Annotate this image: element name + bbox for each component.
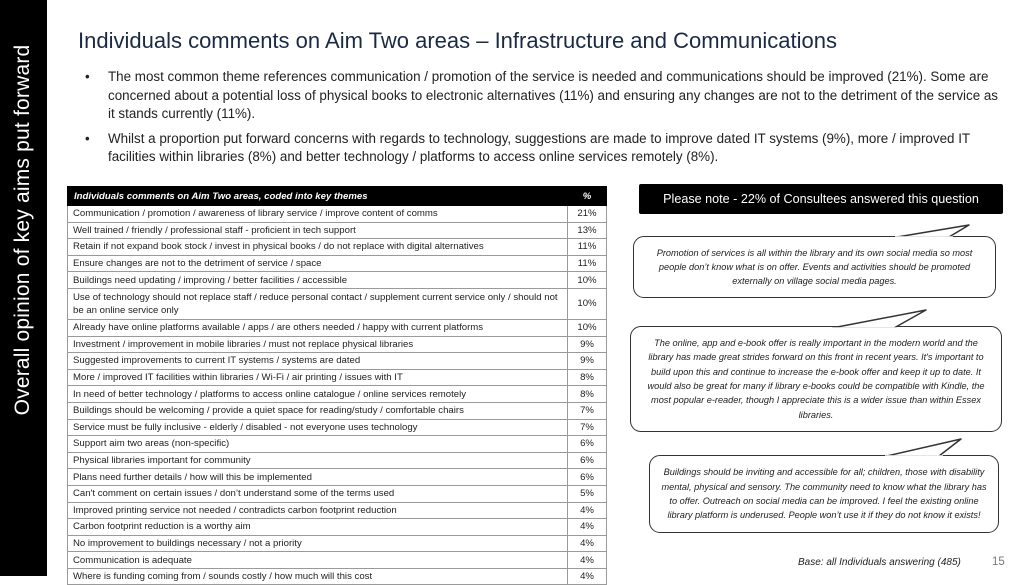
pct-cell: 4% [568,519,607,536]
quote-text: Promotion of services is all within the library and its own social media so most people don’t know what is on offer. Events and activities should be promoted externally on village social media pages. [656,247,973,287]
page-title: Individuals comments on Aim Two areas – Infrastructure and Communications [78,28,837,53]
theme-cell: Communication is adequate [68,552,568,569]
pct-cell: 11% [568,255,607,272]
table-row [68,336,607,353]
table-row [68,386,607,403]
speech-tail [830,309,930,333]
pct-cell: 4% [568,502,607,519]
page-number: 15 [992,556,1005,568]
pct-cell: 10% [568,288,607,319]
table-row [68,502,607,519]
theme-cell: Communication / promotion / awareness of library service / improve content of comms [68,206,568,223]
table-row [68,272,607,289]
theme-cell: Ensure changes are not to the detriment of service / space [68,255,568,272]
pct-cell: 9% [568,353,607,370]
pct-cell: 4% [568,568,607,585]
table-row [68,255,607,272]
theme-cell: Use of technology should not replace staff / reduce personal contact / supplement current service only / should not be an online service only [68,288,568,319]
bullet-item [83,130,998,167]
pct-cell: 4% [568,552,607,569]
theme-cell: Investment / improvement in mobile libraries / must not replace physical libraries [68,336,568,353]
sidebar-band [0,0,47,576]
theme-cell: Already have online platforms available / apps / are others needed / happy with current platforms [68,319,568,336]
pct-cell: 7% [568,402,607,419]
theme-cell: Buildings need updating / improving / better facilities / accessible [68,272,568,289]
pct-cell: 9% [568,336,607,353]
table-row [68,519,607,536]
summary-bullets [83,68,998,173]
bullet-glyph: • [85,130,90,146]
theme-cell: Plans need further details / how will this be implemented [68,469,568,486]
table-row [68,353,607,370]
table-row [68,206,607,223]
header-pct: % [568,187,607,206]
table-row [68,239,607,256]
theme-cell: Physical libraries important for community [68,452,568,469]
pct-cell: 13% [568,222,607,239]
pct-cell: 11% [568,239,607,256]
table-row [68,469,607,486]
table-row [68,452,607,469]
theme-cell: Can't comment on certain issues / don’t understand some of the terms used [68,485,568,502]
theme-cell: In need of better technology / platforms to access online catalogue / online services remotely [68,386,568,403]
speech-tail [885,438,965,460]
bullet-glyph: • [85,69,90,84]
theme-cell: Retain if not expand book stock / invest in physical books / do not replace with digital alternatives [68,239,568,256]
pct-cell: 8% [568,369,607,386]
table-body [68,206,607,585]
table-row [68,568,607,585]
bullet-text: The most common theme references communication / promotion of the service is needed and communications should be improved (21%). Some are concerned about a potential loss of physical books to electronic alternatives (11%) and ensuring any changes are not to the detriment of the service as it stands currently (11%). [108,69,999,121]
theme-cell: Where is funding coming from / sounds costly / how much will this cost [68,568,568,585]
table-row [68,222,607,239]
bullet-text: Whilst a proportion put forward concerns with regards to technology, suggestions are made to improve dated IT systems (9%), more / improved IT facilities within libraries (8%) and better technology / platforms to access online services remotely (8%). [108,130,970,164]
table-row [68,419,607,436]
pct-cell: 6% [568,452,607,469]
theme-cell: More / improved IT facilities within libraries / Wi-Fi / air printing / issues with IT [68,369,568,386]
theme-cell: Well trained / friendly / professional staff - proficient in tech support [68,222,568,239]
pct-cell: 10% [568,272,607,289]
theme-cell: Improved printing service not needed / contradicts carbon footprint reduction [68,502,568,519]
table-row [68,369,607,386]
quote-text: Buildings should be inviting and accessible for all; children, those with disability mental, physical and sensory. The community need to know what the library has to offer. Outreach on social media can be improved. I feel the existing online library platform is underused. People won’t use it if they do not know it exists! [661,467,987,521]
quote-bubble [649,455,999,533]
table-header-row [68,187,607,206]
pct-cell: 7% [568,419,607,436]
quote-bubble [630,326,1002,432]
table-row [68,319,607,336]
quote-bubble [633,236,996,298]
header-theme: Individuals comments on Aim Two areas, coded into key themes [68,187,568,206]
pct-cell: 5% [568,485,607,502]
pct-cell: 10% [568,319,607,336]
theme-cell: No improvement to buildings necessary / not a priority [68,535,568,552]
themes-table [67,186,607,585]
theme-cell: Carbon footprint reduction is a worthy aim [68,519,568,536]
pct-cell: 8% [568,386,607,403]
answer-rate-note: Please note - 22% of Consultees answered this question [639,184,1003,214]
bullet-item [83,68,998,124]
table-row [68,288,607,319]
pct-cell: 21% [568,206,607,223]
theme-cell: Buildings should be welcoming / provide a quiet space for reading/study / comfortable chairs [68,402,568,419]
pct-cell: 6% [568,469,607,486]
table-row [68,485,607,502]
quote-text: The online, app and e-book offer is really important in the modern world and the library has made great strides forward on this front in recent years. It's important to build upon this and continue to increase the e-book offer and keep it up to date. It would also be great for many if library e-books could be compatible with Kindle, the most popular e-reader, though I appreciate this is a wider issue than within Essex libraries. [647,338,985,420]
sidebar-title: Overall opinion of key aims put forward [11,44,34,416]
theme-cell: Support aim two areas (non-specific) [68,436,568,453]
theme-cell: Service must be fully inclusive - elderly / disabled - not everyone uses technology [68,419,568,436]
table-row [68,402,607,419]
table-row [68,436,607,453]
pct-cell: 6% [568,436,607,453]
pct-cell: 4% [568,535,607,552]
base-note: Base: all Individuals answering (485) [798,557,961,568]
table-row [68,552,607,569]
theme-cell: Suggested improvements to current IT systems / systems are dated [68,353,568,370]
table-row [68,535,607,552]
speech-tail [895,224,975,242]
